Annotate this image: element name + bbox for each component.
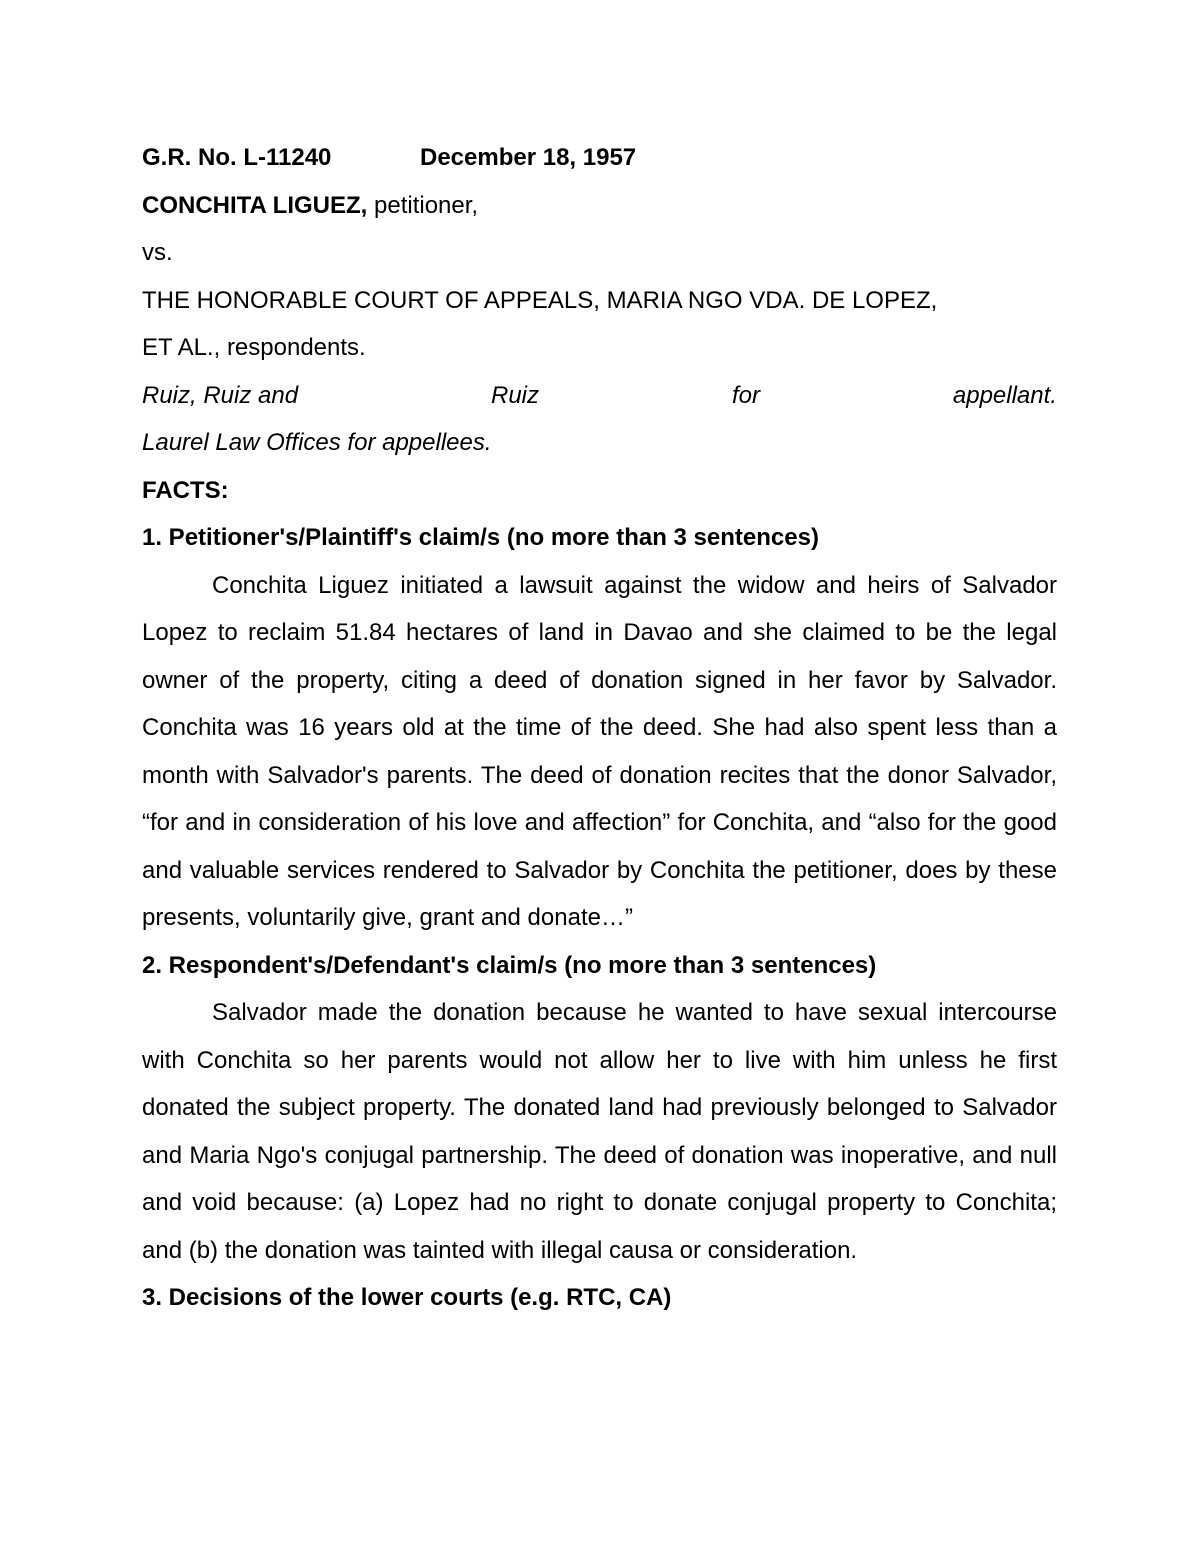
respondents-line-1: THE HONORABLE COURT OF APPEALS, MARIA NGO VDA. DE LOPEZ,	[142, 286, 938, 314]
counsel-appellant-word: for	[731, 381, 760, 409]
section-1-body: Conchita Liguez initiated a lawsuit against the widow and heirs of Salvador Lopez to reclaim 51.84 hectares of land in Davao and she claimed to be the legal owner of the property, citing a deed of donation signed in her favor by Salvador. Conchita was 16 years old at the time of the deed. She had also spent less than a month with Salvador's parents. The deed of donation recites that the donor Salvador, “for and in consideration of his love and affection” for Conchita, and “also for the good and valuable services rendered to Salvador by Conchita the petitioner, does by these presents, voluntarily give, grant and donate…”	[142, 571, 1057, 931]
section-2-heading: 2. Respondent's/Defendant's claim/s (no more than 3 sentences)	[142, 951, 877, 979]
versus-line: vs.	[142, 239, 173, 266]
counsel-appellant-word: appellant.	[952, 381, 1057, 409]
section-3-heading: 3. Decisions of the lower courts (e.g. RTC, CA)	[142, 1284, 672, 1311]
counsel-appellant-word: Ruiz, Ruiz and	[142, 381, 299, 409]
document-page	[142, 134, 1057, 1322]
petitioner-name: CONCHITA LIGUEZ,	[142, 191, 368, 219]
gr-number: G.R. No. L-11240	[142, 144, 332, 171]
counsel-appellant-line	[142, 372, 1057, 420]
petitioner-line	[142, 182, 1057, 230]
respondents-line-2: ET AL., respondents.	[142, 334, 366, 361]
petitioner-role: petitioner,	[367, 191, 479, 219]
section-1-heading: 1. Petitioner's/Plaintiff's claim/s (no more than 3 sentences)	[142, 524, 819, 551]
section-2-body: Salvador made the donation because he wanted to have sexual intercourse with Conchita so her parents would not allow her to live with him unless he first donated the subject property. The donated land had previously belonged to Salvador and Maria Ngo's conjugal partnership. The deed of donation was inoperative, and null and void because: (a) Lopez had no right to donate conjugal property to Conchita; and (b) the donation was tainted with illegal causa or consideration.	[142, 999, 1057, 1264]
counsel-appellant-word: Ruiz	[491, 381, 540, 409]
decision-date: December 18, 1957	[420, 144, 637, 171]
counsel-appellees-line: Laurel Law Offices for appellees.	[142, 429, 492, 456]
facts-heading: FACTS:	[142, 476, 229, 504]
case-header	[142, 134, 1057, 182]
